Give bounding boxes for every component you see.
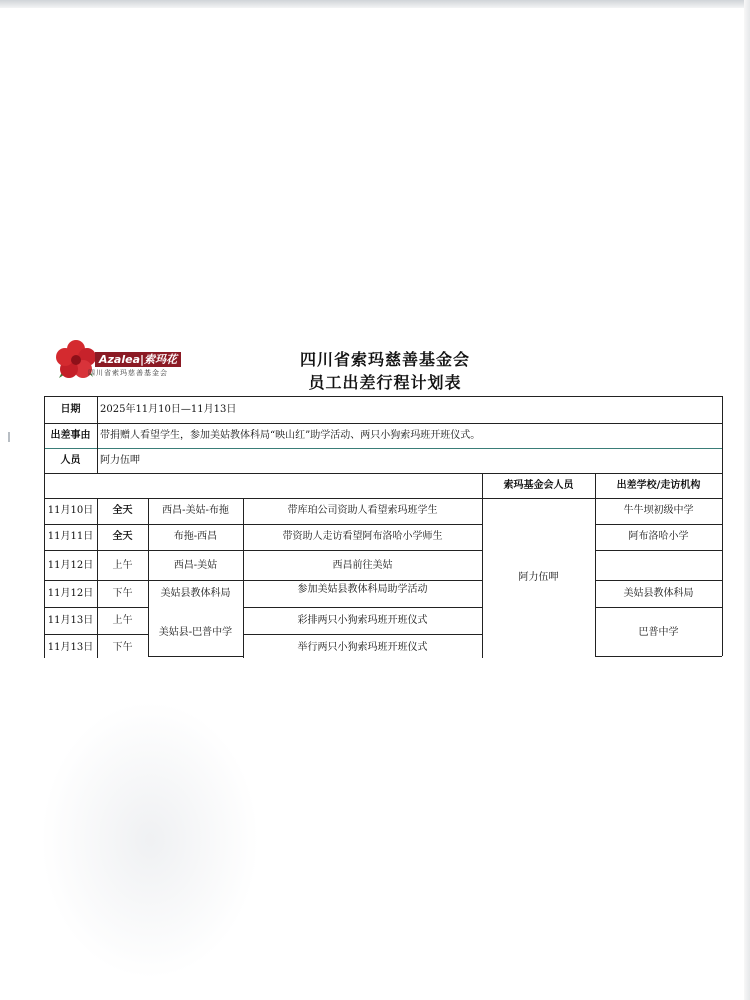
school-cell: 美姑县教体科局 [623,588,694,599]
row-date: 11月12日 [47,560,94,571]
logo-subtitle: 四川省索玛慈善基金会 [88,369,168,377]
row-route: 美姑县-巴普中学 [158,627,233,638]
row-time: 全天 [112,505,133,516]
row-route: 西昌-美姑-布拖 [162,505,229,516]
row-date: 11月13日 [47,615,94,626]
row-route: 西昌-美姑 [173,560,218,571]
scan-edge-right [744,0,750,1000]
scan-clip-mark [8,432,15,442]
doc-title-form: 员工出差行程计划表 [308,373,462,392]
row-route: 布拖-西昌 [173,531,218,542]
row-task: 彩排两只小狗索玛班开班仪式 [297,615,428,626]
school-cell: 牛牛坝初级中学 [623,505,694,516]
staff-value: 阿力伍呷 [100,455,140,466]
date-value: 2025年11月10日—11月13日 [100,404,237,415]
row-date: 11月13日 [47,642,94,653]
row-task: 参加美姑县教体科局助学活动 [297,584,428,595]
doc-title-org: 四川省索玛慈善基金会 [299,350,470,369]
scan-edge-top [0,0,750,8]
row-date: 11月11日 [47,531,94,542]
logo [55,340,180,382]
row-task: 带资助人走访看望阿布洛哈小学师生 [282,531,443,542]
purpose-value: 带捐赠人看望学生，参加美姑教体科局“映山红”助学活动、两只小狗索玛班开班仪式。 [100,430,481,441]
row-time: 下午 [112,588,133,599]
school-cell: 巴普中学 [638,627,679,638]
header-school: 出差学校/走访机构 [616,480,701,491]
staff-label: 人员 [60,455,81,466]
logo-brand: Azalea|索玛花 [95,352,181,367]
row-date: 11月10日 [47,505,94,516]
date-label: 日期 [60,404,81,415]
school-cell: 阿布洛哈小学 [628,531,689,542]
header-member: 索玛基金会人员 [503,480,574,491]
scan-smudge [40,700,260,980]
row-task: 西昌前往美姑 [332,560,393,571]
member-value: 阿力伍呷 [518,572,559,583]
row-task: 举行两只小狗索玛班开班仪式 [297,642,428,653]
row-time: 下午 [112,642,133,653]
row-time: 上午 [112,615,133,626]
row-route: 美姑县教体科局 [160,588,231,599]
row-date: 11月12日 [47,588,94,599]
row-time: 全天 [112,531,133,542]
row-task: 带库珀公司资助人看望索玛班学生 [287,505,438,516]
purpose-label: 出差事由 [50,430,91,441]
row-time: 上午 [112,560,133,571]
